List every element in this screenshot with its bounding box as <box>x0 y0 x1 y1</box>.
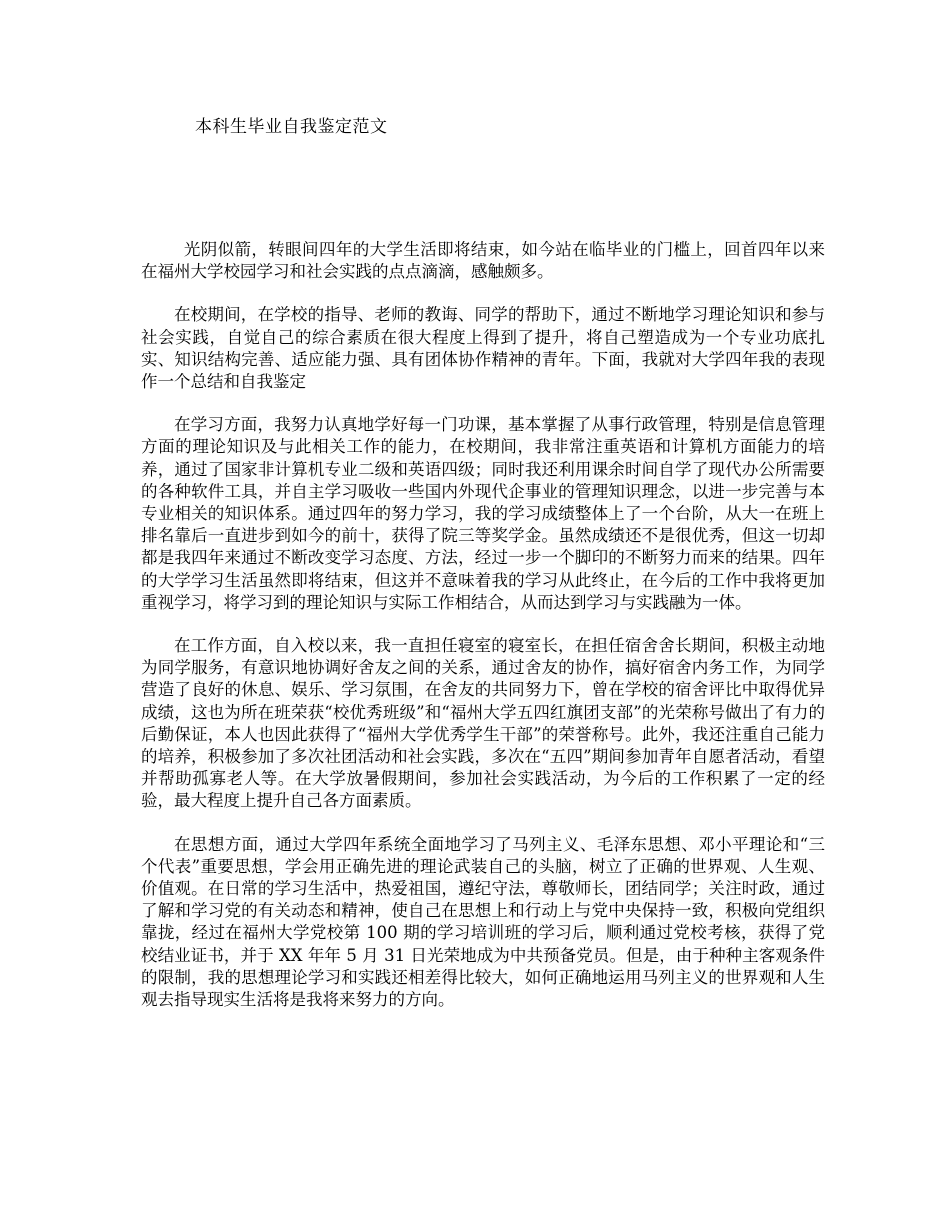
document-body <box>141 239 825 1032</box>
paragraph-ideology: 在思想方面，通过大学四年系统全面地学习了马列主义、毛泽东思想、邓小平理论和“三个代表”重要思想，学会用正确先进的理论武装自己的头脑，树立了正确的世界观、人生观、价值观。在日常的学习生活中，热爱祖国，遵纪守法，尊敬师长，团结同学；关注时政，通过了解和学习党的有关动态和精神，使自己在思想上和行动上与党中央保持一致，积极向党组织靠拢，经过在福州大学党校第 100 期的学习培训班的学习后，顺利通过党校考核，获得了党校结业证书，并于 XX 年年 5 月 31 日光荣地成为中共预备党员。但是，由于种种主客观条件的限制，我的思想理论学习和实践还相差得比较大，如何正确地运用马列主义的世界观和人生观去指导现实生活将是我将来努力的方向。 <box>141 834 825 1010</box>
paragraph-overview: 在校期间，在学校的指导、老师的教诲、同学的帮助下，通过不断地学习理论知识和参与社会实践，自觉自己的综合素质在很大程度上得到了提升，将自己塑造成为一个专业功底扎实、知识结构完善、适应能力强、具有团体协作精神的青年。下面，我就对大学四年我的表现作一个总结和自我鉴定 <box>141 305 825 392</box>
paragraph-study: 在学习方面，我努力认真地学好每一门功课，基本掌握了从事行政管理，特别是信息管理方面的理论知识及与此相关工作的能力，在校期间，我非常注重英语和计算机方面能力的培养，通过了国家非计算机专业二级和英语四级；同时我还利用课余时间自学了现代办公所需要的各种软件工具，并自主学习吸收一些国内外现代企事业的管理知识理念，以进一步完善与本专业相关的知识体系。通过四年的努力学习，我的学习成绩整体上了一个台阶，从大一在班上排名靠后一直进步到如今的前十，获得了院三等奖学金。虽然成绩还不是很优秀，但这一切却都是我四年来通过不断改变学习态度、方法，经过一步一个脚印的不断努力而来的结果。四年的大学学习生活虽然即将结束，但这并不意味着我的学习从此终止，在今后的工作中我将更加重视学习，将学习到的理论知识与实际工作相结合，从而达到学习与实践融为一体。 <box>141 415 825 612</box>
document-title: 本科生毕业自我鉴定范文 <box>195 117 388 137</box>
paragraph-intro: 光阴似箭，转眼间四年的大学生活即将结束，如今站在临毕业的门槛上，回首四年以来在福州大学校园学习和社会实践的点点滴滴，感触颇多。 <box>141 240 825 282</box>
paragraph-work: 在工作方面，自入校以来，我一直担任寝室的寝室长，在担任宿舍舍长期间，积极主动地为同学服务，有意识地协调好舍友之间的关系，通过舍友的协作，搞好宿舍内务工作，为同学营造了良好的休息、娱乐、学习氛围，在舍友的共同努力下，曾在学校的宿舍评比中取得优异成绩，这也为所在班荣获“校优秀班级”和“福州大学五四红旗团支部”的光荣称号做出了有力的后勤保证，本人也因此获得了“福州大学优秀学生干部”的荣誉称号。此外，我还注重自己能力的培养，积极参加了多次社团活动和社会实践，多次在“五四”期间参加青年自愿者活动，看望并帮助孤寡老人等。在大学放暑假期间，参加社会实践活动，为今后的工作积累了一定的经验，最大程度上提升自己各方面素质。 <box>141 636 825 811</box>
